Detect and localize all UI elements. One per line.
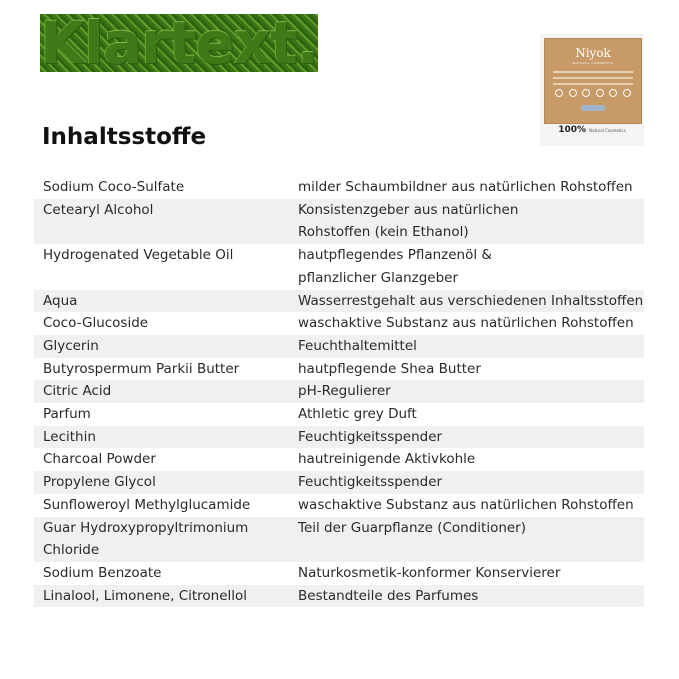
product-subtitle: NATURAL COSMETICS xyxy=(572,61,614,65)
ingredient-name-line: Sodium Benzoate xyxy=(43,564,162,581)
ingredient-name xyxy=(34,494,290,517)
product-text-line xyxy=(553,71,633,73)
ingredient-description-line: Konsistenzgeber aus natürlichen xyxy=(298,201,519,218)
ingredient-description xyxy=(290,176,644,199)
ingredient-description-line: hautpflegendes Pflanzenöl & xyxy=(298,247,492,264)
table-row xyxy=(34,335,644,358)
ingredient-name-line: Charcoal Powder xyxy=(43,451,156,468)
table-row xyxy=(34,403,644,426)
table-row xyxy=(34,290,644,313)
product-icon xyxy=(569,89,577,97)
table-row xyxy=(34,312,644,335)
ingredient-name xyxy=(34,358,290,381)
ingredient-name xyxy=(34,244,290,289)
table-row xyxy=(34,562,644,585)
ingredient-name-line: Citric Acid xyxy=(43,383,112,400)
product-brand: Niyok xyxy=(575,46,611,60)
ingredient-name xyxy=(34,380,290,403)
product-box xyxy=(544,38,642,124)
ingredient-description-line: Naturkosmetik-konformer Konservierer xyxy=(298,564,561,581)
ingredient-description xyxy=(290,403,644,426)
product-text-line xyxy=(553,83,633,85)
table-row xyxy=(34,448,644,471)
product-icon xyxy=(623,89,631,97)
ingredient-description-line: Rohstoffen (kein Ethanol) xyxy=(298,224,469,241)
ingredient-name-line: Butyrospermum Parkii Butter xyxy=(43,360,240,377)
ingredient-description xyxy=(290,335,644,358)
ingredient-name xyxy=(34,426,290,449)
ingredient-name-line: Chloride xyxy=(43,542,100,559)
ingredient-name-line: Parfum xyxy=(43,406,91,423)
ingredient-description-line: milder Schaumbildner aus natürlichen Rohstoffen xyxy=(298,179,633,195)
ingredient-description xyxy=(290,312,644,335)
table-row xyxy=(34,176,644,199)
ingredient-name xyxy=(34,335,290,358)
ingredient-description-line: hautpflegende Shea Butter xyxy=(298,360,481,377)
ingredient-description-line: pH-Regulierer xyxy=(298,383,391,400)
ingredient-name xyxy=(34,312,290,335)
table-row xyxy=(34,494,644,517)
ingredient-description-line: Feuchtigkeitsspender xyxy=(298,428,443,445)
ingredient-name-line: Sunfloweroyl Methylglucamide xyxy=(43,496,251,513)
ingredient-name xyxy=(34,517,290,562)
ingredient-description xyxy=(290,199,644,244)
ingredient-description xyxy=(290,380,644,403)
ingredient-name xyxy=(34,199,290,244)
ingredient-description-line: waschaktive Substanz aus natürlichen Rohstoffen xyxy=(298,496,634,513)
ingredients-table xyxy=(34,176,644,607)
ingredient-name-line: Lecithin xyxy=(43,428,96,445)
ingredient-description xyxy=(290,448,644,471)
product-text-line xyxy=(553,77,633,79)
ingredient-name xyxy=(34,290,290,313)
product-icons xyxy=(555,89,631,97)
table-row xyxy=(34,358,644,381)
ingredient-name xyxy=(34,471,290,494)
ingredient-description xyxy=(290,471,644,494)
ingredient-name xyxy=(34,585,290,608)
natural-cosmetics-badge xyxy=(540,126,644,135)
product-icon xyxy=(555,89,563,97)
table-row xyxy=(34,471,644,494)
table-row xyxy=(34,244,644,289)
ingredient-name-line: Hydrogenated Vegetable Oil xyxy=(43,247,234,264)
ingredient-description xyxy=(290,585,644,608)
product-image xyxy=(540,34,644,146)
table-row xyxy=(34,199,644,244)
ingredient-description xyxy=(290,358,644,381)
ingredient-description-line: waschaktive Substanz aus natürlichen Rohstoffen xyxy=(298,315,634,332)
ingredient-description-line: Athletic grey Duft xyxy=(298,406,417,423)
ingredient-description xyxy=(290,290,644,313)
natural-badge-main: 100% xyxy=(558,125,586,135)
ingredient-description xyxy=(290,244,644,289)
ingredient-description xyxy=(290,494,644,517)
ingredient-name-line: Cetearyl Alcohol xyxy=(43,201,154,218)
ingredient-name xyxy=(34,176,290,199)
ingredient-description-line: Bestandteile des Parfumes xyxy=(298,587,479,604)
product-icon xyxy=(596,89,604,97)
ingredient-name-line: Aqua xyxy=(43,292,78,309)
product-icon xyxy=(582,89,590,97)
ingredient-name-line: Linalool, Limonene, Citronellol xyxy=(43,587,248,604)
table-row xyxy=(34,426,644,449)
brand-logo: Klartext. xyxy=(40,9,318,77)
ingredient-name xyxy=(34,403,290,426)
ingredient-description-line: Teil der Guarpflanze (Conditioner) xyxy=(298,519,527,536)
ingredient-name-line: Sodium Coco-Sulfate xyxy=(43,179,185,195)
ingredient-name-line: Glycerin xyxy=(43,337,99,354)
ingredient-description xyxy=(290,517,644,562)
page-title: Inhaltsstoffe xyxy=(42,124,207,150)
ingredient-description xyxy=(290,562,644,585)
ingredient-description-line: hautreinigende Aktivkohle xyxy=(298,451,476,468)
ingredient-name-line: Guar Hydroxypropyltrimonium xyxy=(43,519,249,536)
ingredient-description-line: pflanzlicher Glanzgeber xyxy=(298,269,459,286)
natural-badge-small: Natural Cosmetics xyxy=(589,128,626,133)
ingredient-name-line: Propylene Glycol xyxy=(43,474,156,491)
ingredient-name xyxy=(34,448,290,471)
ingredient-description-line: Feuchtigkeitsspender xyxy=(298,474,443,491)
table-row xyxy=(34,517,644,562)
ingredient-description-line: Feuchthaltemittel xyxy=(298,337,417,354)
product-label xyxy=(581,105,605,111)
table-row xyxy=(34,585,644,608)
ingredient-name-line: Coco-Glucoside xyxy=(43,315,149,332)
product-icon xyxy=(609,89,617,97)
ingredient-description-line: Wasserrestgehalt aus verschiedenen Inhaltsstoffen xyxy=(298,292,644,309)
ingredient-description xyxy=(290,426,644,449)
table-row xyxy=(34,380,644,403)
ingredient-name xyxy=(34,562,290,585)
